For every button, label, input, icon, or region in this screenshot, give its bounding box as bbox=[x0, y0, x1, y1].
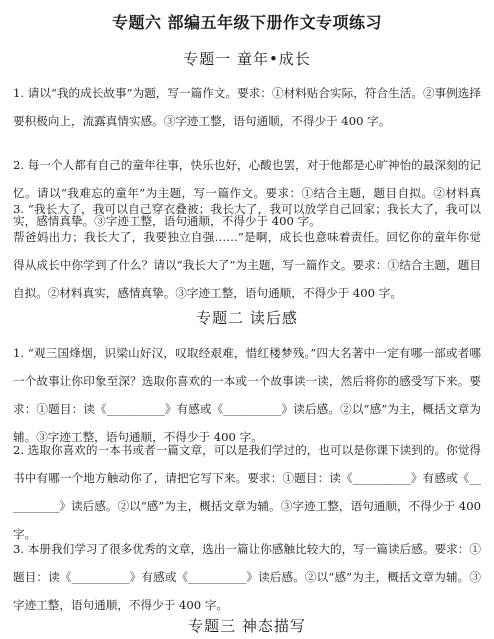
document-title: 专题六 部编五年级下册作文专项练习 bbox=[111, 13, 383, 32]
section-3-heading: 专题三 神态描写 bbox=[188, 617, 306, 635]
section-1-item-3: 3. “我长大了，我可以自己穿衣叠被；我长大了，我可以放学自己回家；我长大了，我可以帮爸妈出力；我长大了，我要独立自强……”是啊，成长也意味着责任。回忆你的童年你觉得从成长中你学到了什么？请以“我长大了”为主题，写一篇作文。要求：①结合主题，题目自拟。②材料真实，感情真挚。③字迹工整，语句通顺，不得少于 400 字。 bbox=[13, 202, 481, 300]
section-2-item-1: 1. “观三国烽烟，识梁山好汉，叹取经艰难，惜红楼梦残。”四大名著中一定有哪一部或者哪一个故事让你印象至深？选取你喜欢的一本或一个故事读一读，然后将你的感受写下来。要求：①题目：读《__________》有感或《__________》读后感。②以“感”为主，概括文章为辅。③字迹工整，语句通顺，不得少于 400 字。 bbox=[13, 346, 481, 444]
section-2-item-3: 3. 本册我们学习了很多优秀的文章，选出一篇让你感触比较大的，写一篇读后感。要求：①题目：读《__________》有感或《__________》读后感。②以“感”为主，概括文章为辅。③字迹工整，语句通顺，不得少于 400 字。 bbox=[13, 542, 481, 612]
section-1-heading: 专题一 童年•成长 bbox=[183, 50, 311, 68]
section-1-item-1: 1. 请以“我的成长故事”为题，写一篇作文。要求：①材料贴合实际，符合生活。②事例选择要积极向上，流露真情实感。③字迹工整，语句通顺，不得少于 400 字。 bbox=[13, 86, 481, 128]
section-2-item-2: 2. 选取你喜欢的一本书或者一篇文章，可以是我们学过的，也可以是你课下读到的。你觉得书中有哪一个地方触动你了，请把它写下来。要求：①题目：读《__________》有感或《__________》读后感。②以“感”为主，概括文章为辅。③字迹工整，语句通顺，不得少于 400 字。 bbox=[13, 443, 481, 541]
section-1-item-2: 2. 每一个人都有自己的童年往事，快乐也好，心酸也罢，对于他都是心旷神怡的最深刻的记忆。请以“我难忘的童年”为主题，写一篇作文。要求：①结合主题，题目自拟。②材料真实，感情真挚。③字迹工整，语句通顺，不得少于 400 字。 bbox=[13, 158, 481, 228]
section-2-heading: 专题二 读后感 bbox=[196, 309, 298, 327]
